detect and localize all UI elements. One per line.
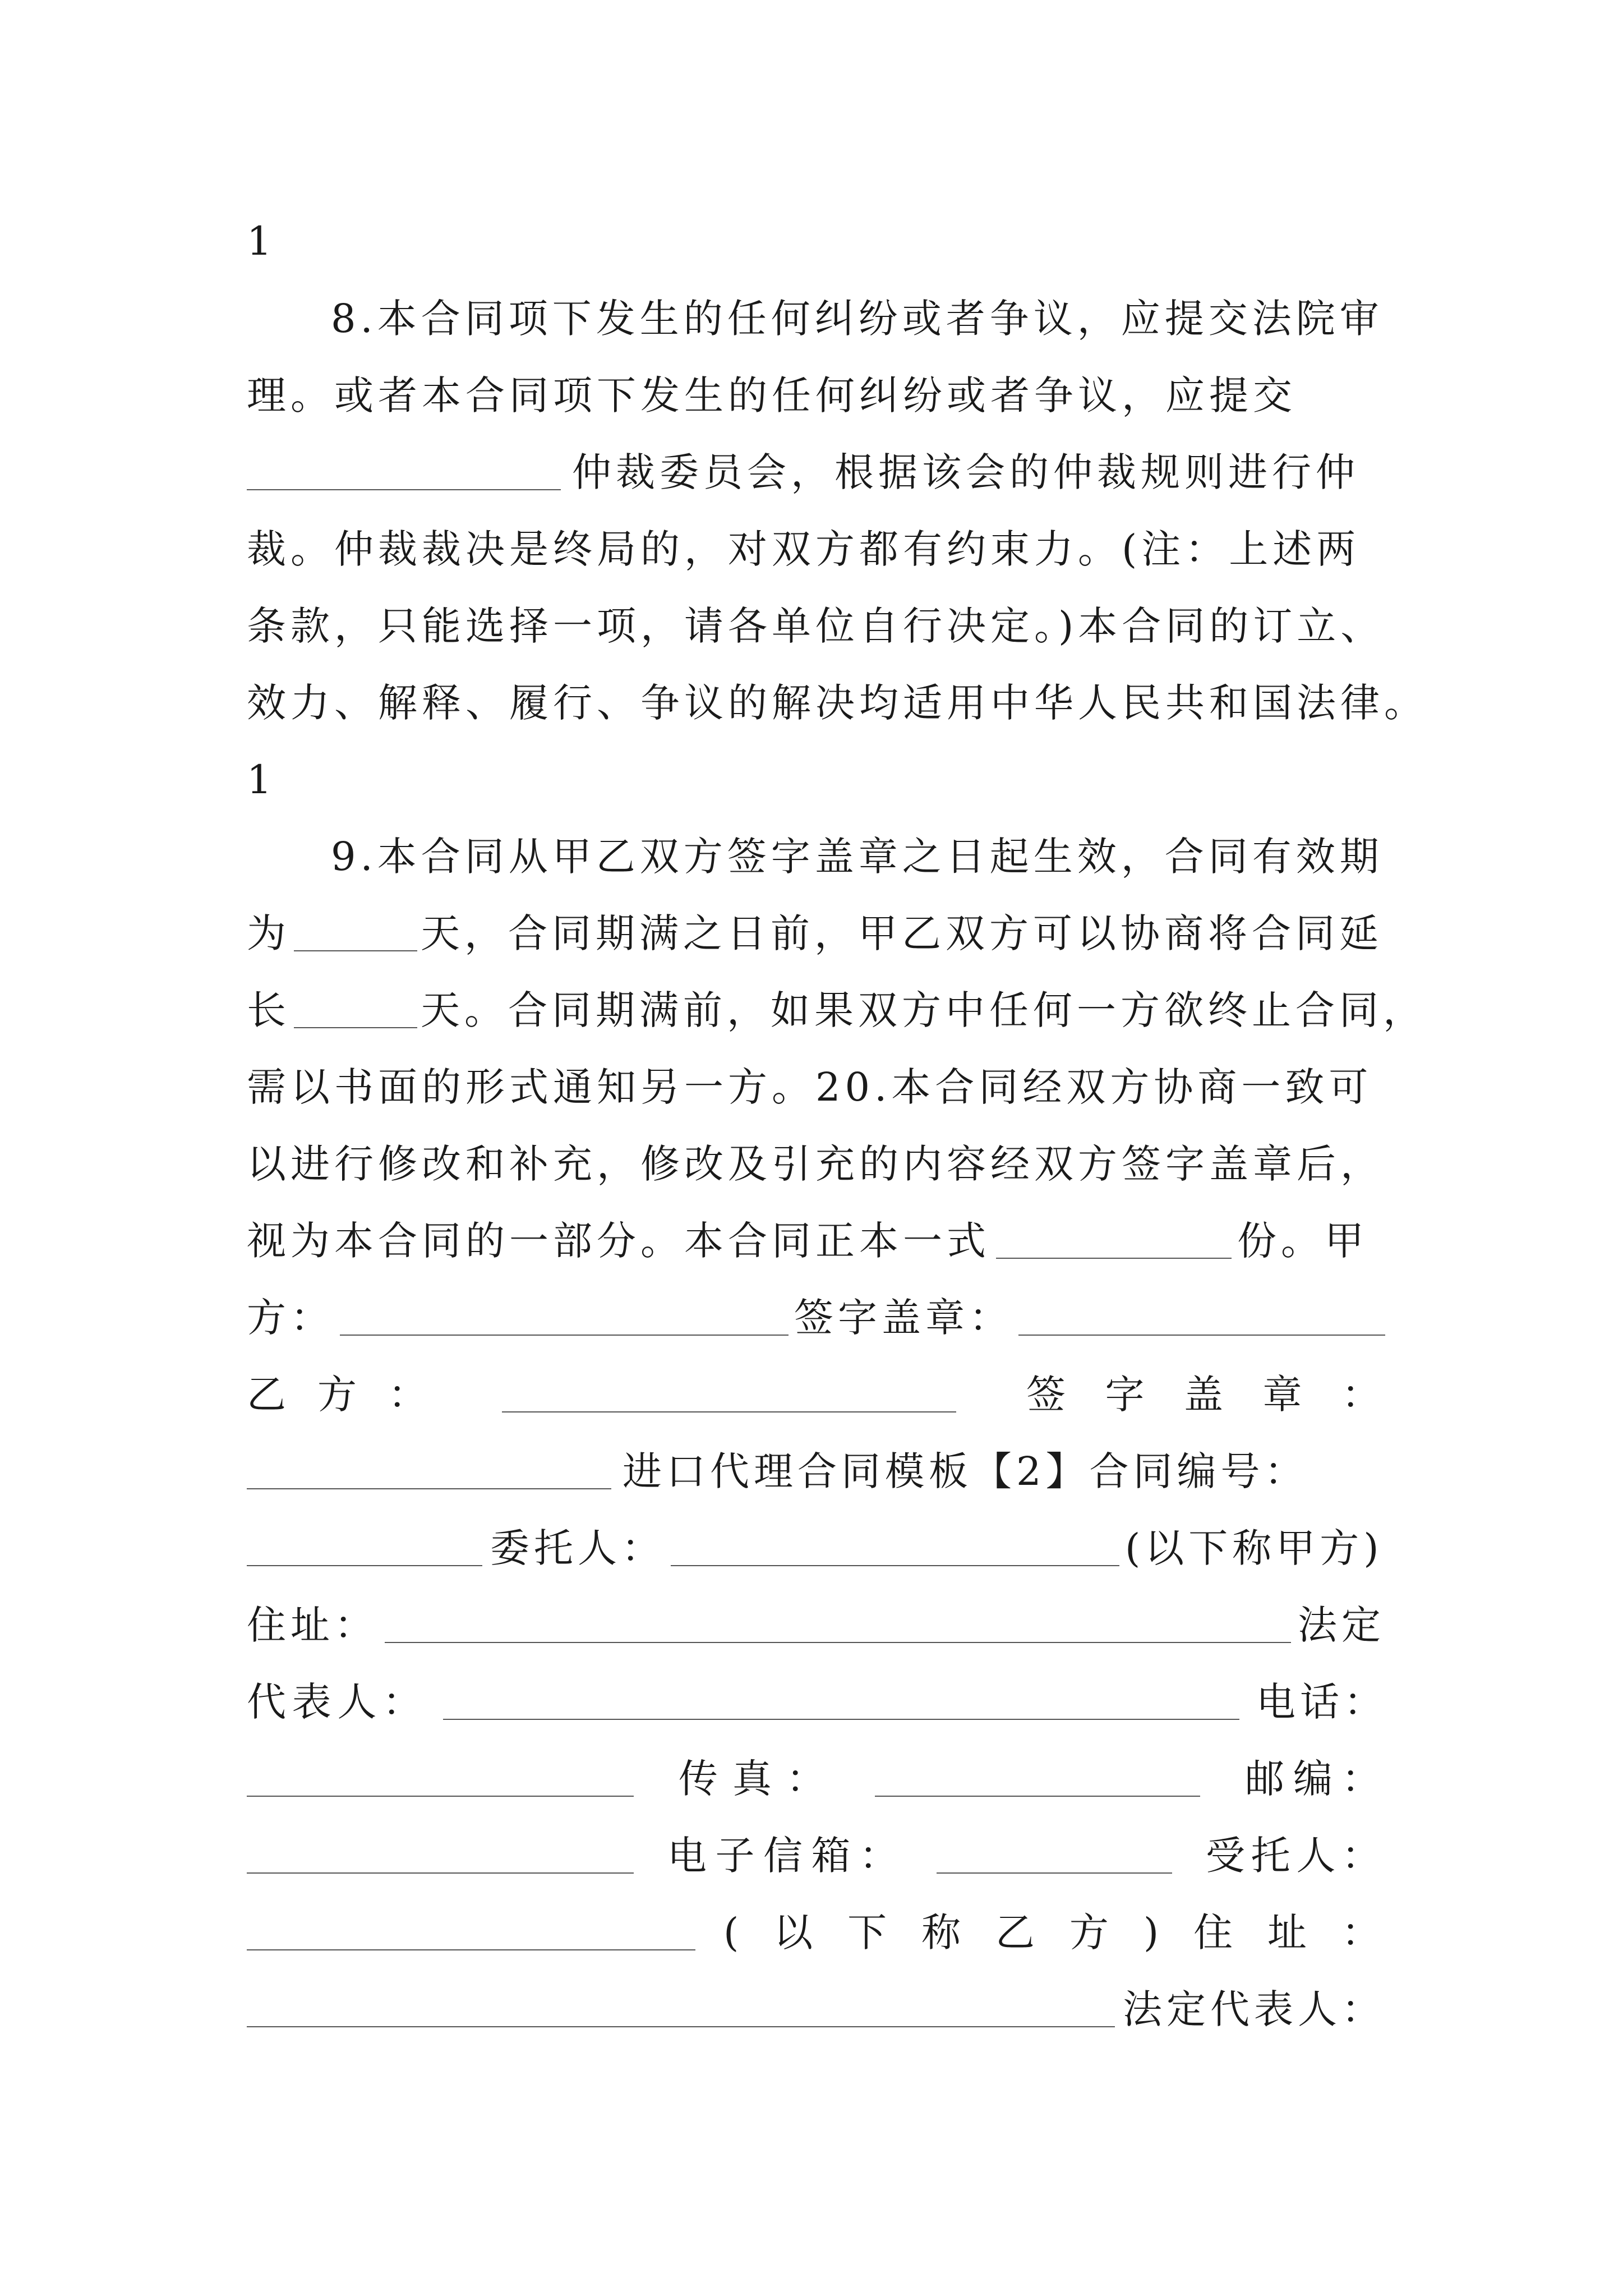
party-a-phone-blank[interactable] (247, 1761, 634, 1797)
email-trustee-line (247, 1825, 1385, 1887)
template2-title-line (247, 1441, 1385, 1502)
party-a-fax-blank[interactable] (875, 1761, 1200, 1797)
clause9-line-2: 为 天，合同期满之日前，甲乙双方可以协商将合同延 (247, 910, 1383, 956)
clause8-line-1: 8.本合同项下发生的任何纠纷或者争议，应提交法院审 (331, 296, 1384, 342)
phone-label: 电 话 ： (1256, 1679, 1387, 1725)
marker-line-1 (247, 210, 1385, 272)
party-b-note: ( 以 下 称 乙 方 ) 住 址 ： (723, 1910, 1385, 1955)
clause9-line-4: 需以书面的形式通知另一方。20.本合同经双方协商一致可 (247, 1064, 1373, 1110)
template2-title: 进口代理合同模板【2】合同编号： (623, 1448, 1308, 1494)
clause8-line-2: 理。或者本合同项下发生的任何纠纷或者争议，应提交 (247, 372, 1297, 418)
entrustor-name-blank[interactable] (671, 1530, 1119, 1566)
party-b-address-blank[interactable] (247, 1991, 1115, 2027)
party-a-seal-blank[interactable] (1018, 1300, 1385, 1336)
clause9-line-5: 以进行修改和补充，修改及引充的内容经双方签字盖章后， (247, 1141, 1384, 1187)
email-label: 电 子 信 箱 ： (667, 1833, 903, 1879)
legal-rep-label: 法定代表人： (1123, 1986, 1385, 2032)
extension-days-blank[interactable] (294, 992, 417, 1028)
party-b-seal-label: 签 字 盖 章 ： (1026, 1372, 1385, 1418)
fax-zip-line (247, 1748, 1385, 1810)
party-a-address-blank[interactable] (385, 1607, 1291, 1643)
party-b-seal-blank[interactable] (247, 1453, 611, 1489)
party-b-label: 乙 方 ： (247, 1372, 432, 1418)
party-a-representative-blank[interactable] (443, 1684, 1239, 1720)
marker-line-2 (247, 749, 1385, 811)
marker-2: 1 (247, 757, 276, 803)
party-a-name-blank[interactable] (340, 1300, 789, 1336)
party-a-zip-blank[interactable] (247, 1838, 634, 1874)
address-line: 住址： 法定 (247, 1602, 1385, 1648)
party-b-name-blank[interactable] (502, 1377, 956, 1412)
party-a-signature-line: 方： 签字盖章： (247, 1287, 1385, 1349)
entrustor-line: 委托人： (以下称甲方) (247, 1517, 1385, 1579)
validity-days-blank[interactable] (294, 915, 417, 951)
arbitration-committee-blank[interactable] (247, 454, 561, 490)
trustee-name-blank[interactable] (247, 1915, 695, 1950)
clause8-line-6: 效力、解释、履行、争议的解决均适用中华人民共和国法律。 (247, 680, 1428, 726)
copies-count-blank[interactable] (996, 1223, 1232, 1259)
representative-label: 代 表 人 ： (247, 1679, 426, 1725)
clause8-line-3: 仲裁委员会，根据该会的仲裁规则进行仲 (247, 441, 1385, 503)
zip-label: 邮 编 ： (1245, 1756, 1385, 1802)
legal-rep-line (247, 1978, 1385, 2040)
clause8-line-4: 裁。仲裁裁决是终局的，对双方都有约束力。(注：上述两 (247, 526, 1361, 572)
fax-label: 传 真 ： (679, 1756, 830, 1802)
clause9-line-1: 9.本合同从甲乙双方签字盖章之日起生效，合同有效期 (331, 834, 1384, 880)
party-b-signature-line (247, 1364, 1385, 1425)
representative-line (247, 1671, 1385, 1733)
party-b-note-line (247, 1902, 1385, 1963)
clause9-line-3: 长 天。合同期满前，如果双方中任何一方欲终止合同， (247, 987, 1427, 1033)
contract-number-blank[interactable] (247, 1530, 482, 1566)
marker-1: 1 (247, 218, 276, 264)
trustee-label: 受 托 人 ： (1206, 1833, 1385, 1879)
party-a-email-blank[interactable] (937, 1838, 1172, 1874)
clause9-line-6: 视为本合同的一部分。本合同正本一式 份。甲 (247, 1218, 1368, 1264)
clause8-line-5: 条款，只能选择一项，请各单位自行决定。)本合同的订立、 (247, 603, 1385, 649)
